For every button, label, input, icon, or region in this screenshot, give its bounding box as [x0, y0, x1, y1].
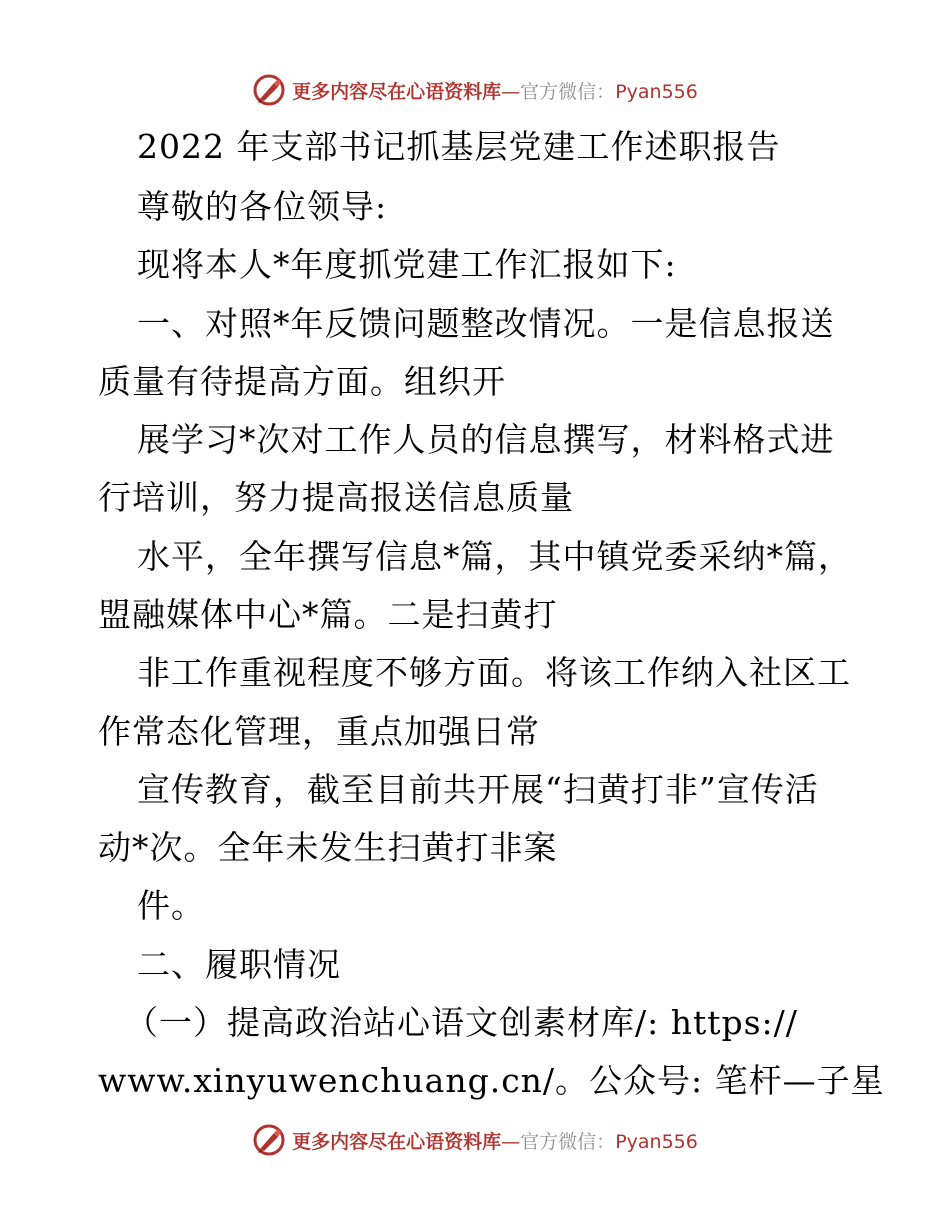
pen-logo-icon: [252, 1123, 286, 1157]
doc-line: 宣传教育，截至目前共开展“扫黄打非”宣传活: [137, 770, 819, 809]
doc-line: 行培训，努力提高报送信息质量: [98, 478, 574, 517]
watermark-sub: 官方微信：: [520, 1130, 616, 1153]
header-watermark-banner: [0, 70, 950, 110]
watermark-wechat-id: Pyan556: [615, 1130, 698, 1153]
doc-line: 作常态化管理，重点加强日常: [98, 712, 540, 751]
watermark-text: [292, 1127, 698, 1154]
watermark-main: 更多内容尽在心语资料库: [292, 80, 502, 103]
doc-line: 盟融媒体中心*篇。二是扫黄打: [98, 595, 558, 634]
watermark-sub: 官方微信：: [520, 80, 616, 103]
doc-line: 一、对照*年反馈问题整改情况。一是信息报送: [137, 304, 835, 343]
watermark-main: 更多内容尽在心语资料库: [292, 1130, 502, 1153]
watermark-group: [252, 73, 698, 107]
doc-line: 现将本人*年度抓党建工作汇报如下:: [137, 245, 677, 284]
doc-salutation: 尊敬的各位领导:: [137, 187, 388, 226]
doc-line: 动*次。全年未发生扫黄打非案: [98, 828, 558, 867]
doc-line: 质量有待提高方面。组织开: [98, 362, 506, 401]
doc-line: www.xinyuwenchuang.cn/。公众号: 笔杆—子星: [98, 1061, 885, 1100]
doc-line: 展学习*次对工作人员的信息撰写，材料格式进: [137, 420, 835, 459]
watermark-wechat-id: Pyan556: [615, 80, 698, 103]
watermark-separator: —: [501, 80, 521, 103]
doc-section-heading: 二、履职情况: [137, 945, 341, 984]
watermark-text: [292, 77, 698, 104]
doc-title: 2022 年支部书记抓基层党建工作述职报告: [137, 127, 781, 166]
doc-line: 件。: [137, 886, 205, 925]
doc-line: 水平，全年撰写信息*篇，其中镇党委采纳*篇，: [137, 537, 852, 576]
footer-watermark-banner: [0, 1120, 950, 1160]
watermark-separator: —: [501, 1130, 521, 1153]
watermark-group: [252, 1123, 698, 1157]
doc-line: 非工作重视程度不够方面。将该工作纳入社区工: [137, 653, 851, 692]
pen-logo-icon: [252, 73, 286, 107]
doc-line: （一）提高政治站心语文创素材库/: https://: [125, 1003, 798, 1042]
